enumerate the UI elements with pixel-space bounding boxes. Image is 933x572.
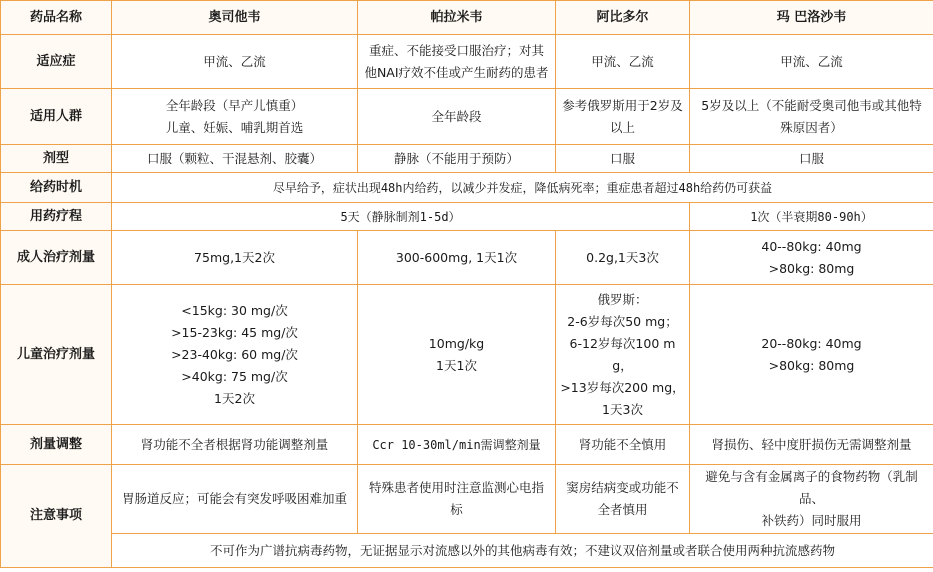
row-label-indication: 适应症: [1, 35, 112, 89]
cell-adjustment-peramivir: Ccr 10-30ml/min需调整剂量: [358, 425, 556, 465]
header-baloxavir: 玛 巴洛沙韦: [690, 1, 933, 35]
table-row-timing: [1, 173, 933, 203]
cell-course-baloxavir: 1次（半衰期80-90h）: [690, 203, 933, 231]
cell-adult-dose-baloxavir: 40--80kg: 40mg >80kg: 80mg: [690, 231, 933, 285]
row-label-course: 用药疗程: [1, 203, 112, 231]
table-row-course: [1, 203, 933, 231]
header-corner: 药品名称: [1, 1, 112, 35]
cell-adjustment-arbidol: 肾功能不全慎用: [556, 425, 690, 465]
cell-course-shared: 5天（静脉制剂1-5d）: [112, 203, 690, 231]
cell-adult-dose-arbidol: 0.2g,1天3次: [556, 231, 690, 285]
header-arbidol: 阿比多尔: [556, 1, 690, 35]
table-row-population: [1, 89, 933, 145]
cell-child-dose-arbidol: 俄罗斯： 2-6岁每次50 mg； 6-12岁每次100 mg， >13岁每次200 mg， 1天3次: [556, 285, 690, 425]
header-oseltamivir: 奥司他韦: [112, 1, 358, 35]
cell-dosage-form-oseltamivir: 口服（颗粒、干混悬剂、胶囊）: [112, 145, 358, 173]
row-label-timing: 给药时机: [1, 173, 112, 203]
cell-adjustment-oseltamivir: 肾功能不全者根据肾功能调整剂量: [112, 425, 358, 465]
row-label-adjustment: 剂量调整: [1, 425, 112, 465]
table-row-dosage-form: [1, 145, 933, 173]
cell-population-peramivir: 全年龄段: [358, 89, 556, 145]
cell-indication-oseltamivir: 甲流、乙流: [112, 35, 358, 89]
cell-dosage-form-arbidol: 口服: [556, 145, 690, 173]
cell-population-baloxavir: 5岁及以上（不能耐受奥司他韦或其他特 殊原因者）: [690, 89, 933, 145]
row-label-notes: 注意事项: [1, 465, 112, 568]
cell-indication-arbidol: 甲流、乙流: [556, 35, 690, 89]
table-row-adjustment: [1, 425, 933, 465]
cell-indication-baloxavir: 甲流、乙流: [690, 35, 933, 89]
cell-child-dose-baloxavir: 20--80kg: 40mg >80kg: 80mg: [690, 285, 933, 425]
row-label-child-dose: 儿童治疗剂量: [1, 285, 112, 425]
table-row-child-dose: [1, 285, 933, 425]
table-row-indication: [1, 35, 933, 89]
cell-population-arbidol: 参考俄罗斯用于2岁及 以上: [556, 89, 690, 145]
row-label-dosage-form: 剂型: [1, 145, 112, 173]
row-label-population: 适用人群: [1, 89, 112, 145]
cell-timing-all: 尽早给予，症状出现48h内给药，以减少并发症，降低病死率；重症患者超过48h给药仍可获益: [112, 173, 933, 203]
cell-notes-oseltamivir: 胃肠道反应；可能会有突发呼吸困难加重: [112, 465, 358, 534]
header-peramivir: 帕拉米韦: [358, 1, 556, 35]
table-header-row: [1, 1, 933, 35]
cell-notes-baloxavir: 避免与含有金属离子的食物药物（乳制品、 补铁药）同时服用: [690, 465, 933, 534]
cell-dosage-form-peramivir: 静脉（不能用于预防）: [358, 145, 556, 173]
cell-population-oseltamivir: 全年龄段（早产儿慎重） 儿童、妊娠、哺乳期首选: [112, 89, 358, 145]
table-row-notes: [1, 465, 933, 534]
cell-adjustment-baloxavir: 肾损伤、轻中度肝损伤无需调整剂量: [690, 425, 933, 465]
cell-notes-arbidol: 窦房结病变或功能不 全者慎用: [556, 465, 690, 534]
cell-notes-all: 不可作为广谱抗病毒药物，无证据显示对流感以外的其他病毒有效；不建议双倍剂量或者联合使用两种抗流感药物: [112, 534, 933, 568]
cell-indication-peramivir: 重症、不能接受口服治疗；对其 他NAI疗效不佳或产生耐药的患者: [358, 35, 556, 89]
table-row-adult-dose: [1, 231, 933, 285]
cell-child-dose-oseltamivir: <15kg: 30 mg/次 >15-23kg: 45 mg/次 >23-40kg: 60 mg/次 >40kg: 75 mg/次 1天2次: [112, 285, 358, 425]
cell-adult-dose-peramivir: 300-600mg, 1天1次: [358, 231, 556, 285]
cell-adult-dose-oseltamivir: 75mg,1天2次: [112, 231, 358, 285]
table-row-notes-shared: [1, 534, 933, 568]
cell-notes-peramivir: 特殊患者使用时注意监测心电指 标: [358, 465, 556, 534]
cell-dosage-form-baloxavir: 口服: [690, 145, 933, 173]
row-label-adult-dose: 成人治疗剂量: [1, 231, 112, 285]
cell-child-dose-peramivir: 10mg/kg 1天1次: [358, 285, 556, 425]
